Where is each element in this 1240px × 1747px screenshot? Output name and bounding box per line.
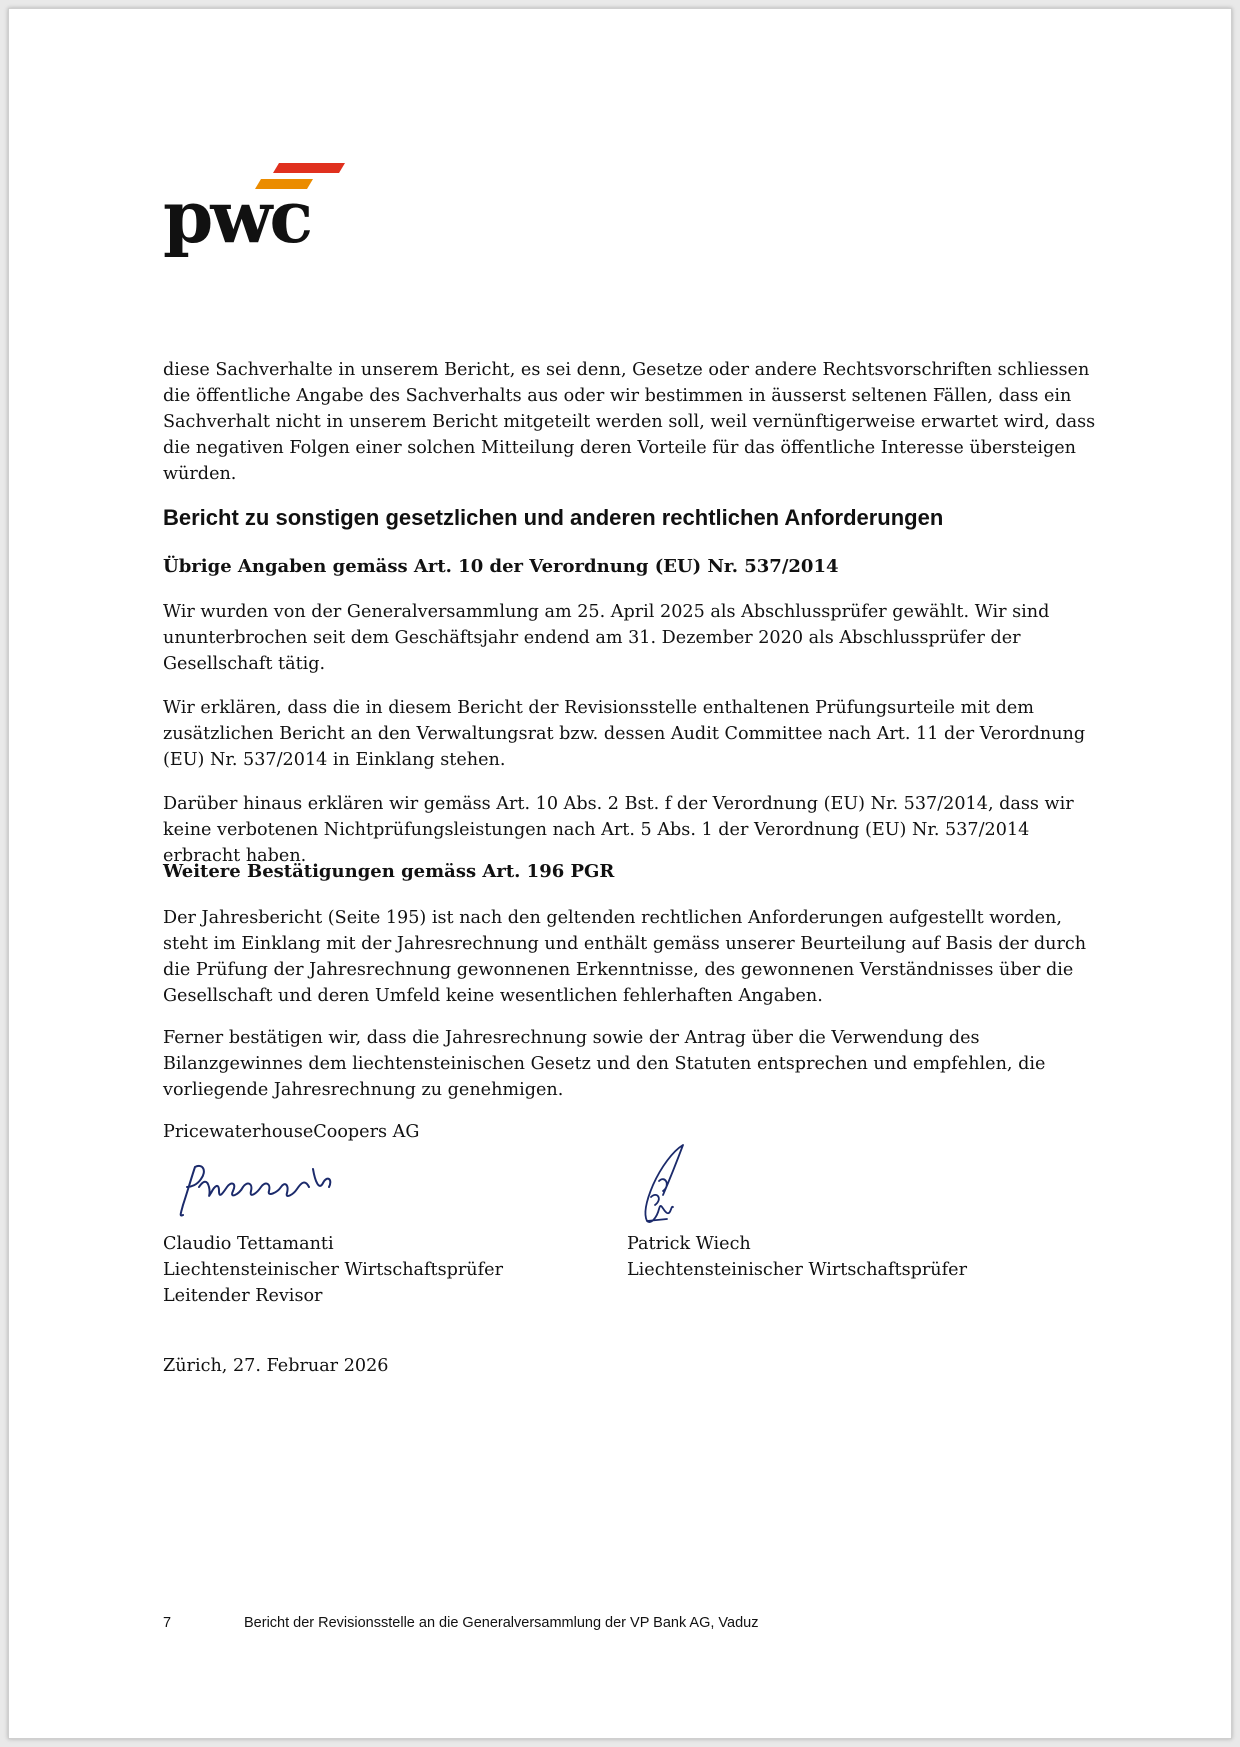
subsection-1-title: Übrige Angaben gemäss Art. 10 der Verordnung (EU) Nr. 537/2014 bbox=[163, 556, 839, 577]
signatory-2 bbox=[627, 1231, 967, 1283]
place-date: Zürich, 27. Februar 2026 bbox=[163, 1356, 389, 1376]
subsection-2-paragraph-2: Ferner bestätigen wir, dass die Jahresrechnung sowie der Antrag über die Verwendung des Bilanzgewinnes dem liechtensteinischen Gesetz und den Statuten entsprechen und empfehlen, die vorliegende Jahresrechnung zu genehmigen. bbox=[163, 1028, 1046, 1100]
signature-wiech bbox=[633, 1141, 693, 1227]
footer-page-number: 7 bbox=[163, 1615, 172, 1631]
subsection-2-title: Weitere Bestätigungen gemäss Art. 196 PGR bbox=[163, 861, 615, 882]
signatory-1-name: Claudio Tettamanti bbox=[163, 1234, 334, 1254]
footer-text: Bericht der Revisionsstelle an die Generalversammlung der VP Bank AG, Vaduz bbox=[244, 1615, 759, 1631]
signatory-2-name: Patrick Wiech bbox=[627, 1234, 751, 1254]
section-heading: Bericht zu sonstigen gesetzlichen und anderen rechtlichen Anforderungen bbox=[163, 505, 944, 530]
subsection-1-paragraph-1: Wir wurden von der Generalversammlung am 25. April 2025 als Abschlussprüfer gewählt. Wir sind ununterbrochen seit dem Geschäftsjahr endend am 31. Dezember 2020 als Abschlussprüfer der Gesellschaft tätig. bbox=[163, 602, 1050, 674]
signatory-2-role: Liechtensteinischer Wirtschaftsprüfer bbox=[627, 1260, 967, 1280]
intro-paragraph: diese Sachverhalte in unserem Bericht, es sei denn, Gesetze oder andere Rechtsvorschriften schliessen die öffentliche Angabe des Sachverhalts aus oder wir bestimmen in äusserst seltenen Fällen, dass ein Sachverhalt nicht in unserem Bericht mitgeteilt werden soll, weil vernünftigerweise erwartet wird, dass die negativen Folgen einer solchen Mitteilung deren Vorteile für das öffentliche Interesse übersteigen würden. bbox=[163, 360, 1096, 484]
pwc-logo-wordmark: pwc bbox=[163, 174, 311, 259]
subsection-2-paragraph-1: Der Jahresbericht (Seite 195) ist nach den geltenden rechtlichen Anforderungen aufgestellt worden, steht im Einklang mit der Jahresrechnung und enthält gemäss unserer Beurteilung auf Basis der durch die Prüfung der Jahresrechnung gewonnenen Erkenntnisse, des gewonnenen Verständnisses über die Gesellschaft und deren Umfeld keine wesentlichen fehlerhaften Angaben. bbox=[163, 908, 1087, 1006]
subsection-1-paragraph-2: Wir erklären, dass die in diesem Bericht der Revisionsstelle enthaltenen Prüfungsurteile mit dem zusätzlichen Bericht an den Verwaltungsrat bzw. dessen Audit Committee nach Art. 11 der Verordnung (EU) Nr. 537/2014 in Einklang stehen. bbox=[163, 698, 1086, 770]
signature-tettamanti bbox=[173, 1157, 353, 1227]
signatory-1-role: Liechtensteinischer Wirtschaftsprüfer bbox=[163, 1260, 503, 1280]
subsection-1-paragraph-3: Darüber hinaus erklären wir gemäss Art. 10 Abs. 2 Bst. f der Verordnung (EU) Nr. 537/2014, dass wir keine verbotenen Nichtprüfungsleistungen nach Art. 5 Abs. 1 der Verordnung (EU) Nr. 537/2014 erbracht haben. bbox=[163, 794, 1074, 866]
pwc-logo bbox=[163, 161, 343, 261]
firm-name: PricewaterhouseCoopers AG bbox=[163, 1122, 420, 1142]
signatory-1-role-2: Leitender Revisor bbox=[163, 1286, 323, 1306]
document-page bbox=[8, 8, 1232, 1739]
signatory-1 bbox=[163, 1231, 503, 1309]
